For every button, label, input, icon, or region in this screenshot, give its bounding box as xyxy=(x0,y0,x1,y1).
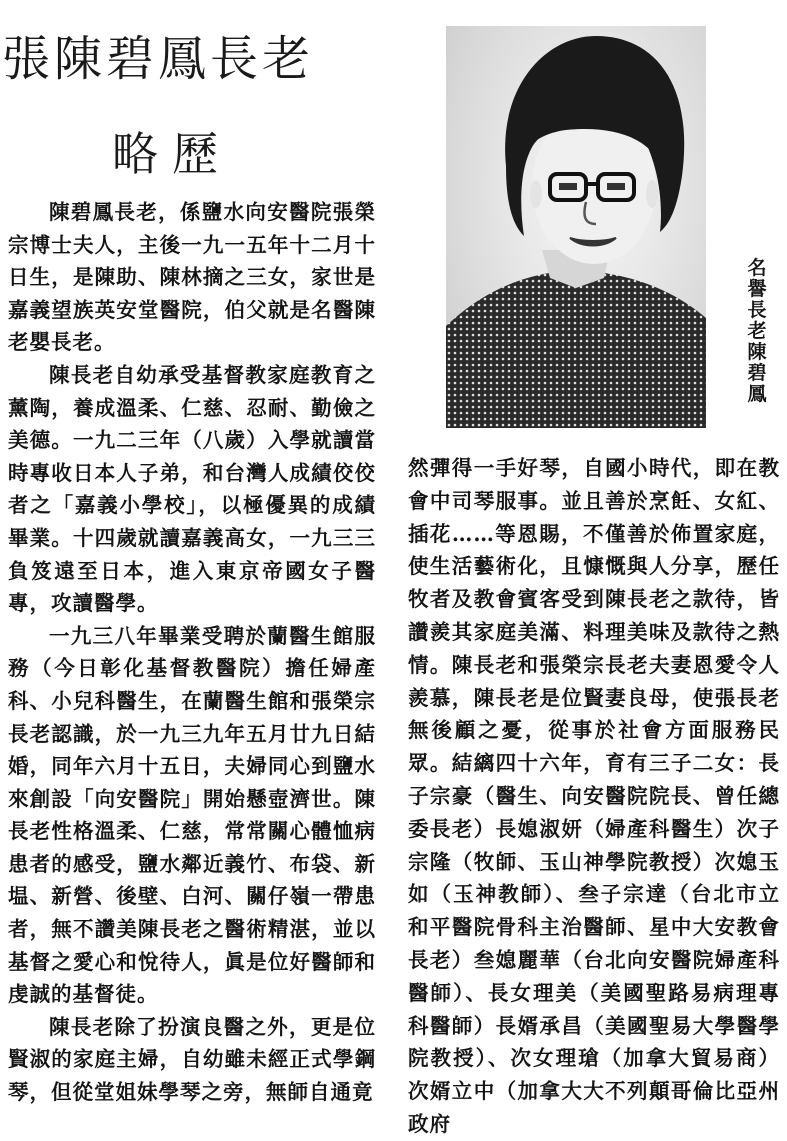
page-title: 張陳碧鳳長老 xyxy=(2,31,315,87)
page-subtitle: 略歷 xyxy=(112,127,232,181)
portrait-illustration xyxy=(446,26,706,428)
photo-caption: 名譽長老陳碧鳳 xyxy=(747,257,767,405)
portrait-photo xyxy=(446,26,706,428)
paragraph-career-marriage: 一九三八年畢業受聘於蘭醫生館服務（今日彰化基督教醫院）擔任婦產科、小兒科醫生，在蘭醫生館和張榮宗長老認識，於一九三九年五月廿九日結婚，同年六月十五日，夫婦同心到鹽水來創設「向安醫院」開始懸壺濟世。陳長老性格溫柔、仁慈，常常關心體恤病患者的感受，鹽水鄰近義竹、布袋、新塭、新營、後壁、白河、關仔嶺一帶患者，無不讚美陳長老之醫術精湛，並以基督之愛心和悅待人，眞是位好醫師和虔誠的基督徒。 xyxy=(8,623,376,1007)
paragraph-family-background: 陳碧鳳長老，係鹽水向安醫院張榮宗博士夫人，主後一九一五年十二月十日生，是陳助、陳林摘之三女，家世是嘉義望族英安堂醫院，伯父就是名醫陳老嬰長老。 xyxy=(8,200,376,355)
right-text-column xyxy=(408,452,780,1141)
paragraph-continuation: 然彈得一手好琴，自國小時代，即在教會中司琴服事。並且善於烹飪、女紅、插花……等恩賜，不僅善於佈置家庭，使生活藝術化，且慷慨與人分享，歷任牧者及教會賓客受到陳長老之款待，皆讚羨其家庭美滿、料理美味及款待之熱情。陳長老和張榮宗長老夫妻恩愛令人羨慕，陳長老是位賢妻良母，使張長老無後顧之憂，從事於社會方面服務民眾。結縭四十六年，育有三子二女：長子宗豪（醫生、向安醫院院長、曾任總委長老）長媳淑妍（婦產科醫生）次子宗隆（牧師、玉山神學院教授）次媳玉如（玉神教師）、叁子宗達（台北市立和平醫院骨科主治醫師、星中大安教會長老）叁媳麗華（台北向安醫院婦產科醫師）、長女理美（美國聖路易病理專科醫師）長婿承昌（美國聖易大學醫學院教授）、次女理瑲（加拿大貿易商）次婿立中（加拿大大不列顛哥倫比亞州政府 xyxy=(408,456,780,1136)
left-text-column xyxy=(8,196,376,1109)
paragraph-homemaker: 陳長老除了扮演良醫之外，更是位賢淑的家庭主婦，自幼雖未經正式學鋼琴，但從堂姐妹學琴之旁，無師自通竟 xyxy=(8,1014,376,1105)
paragraph-education: 陳長老自幼承受基督教家庭教育之薰陶，養成溫柔、仁慈、忍耐、勤儉之美德。一九二三年（八歲）入學就讀當時專收日本人子弟，和台灣人成績佼佼者之「嘉義小學校」，以極優異的成績畢業。十四歲就讀嘉義高女，一九三三負笈遠至日本，進入東京帝國女子醫專，攻讀醫學。 xyxy=(8,362,376,616)
